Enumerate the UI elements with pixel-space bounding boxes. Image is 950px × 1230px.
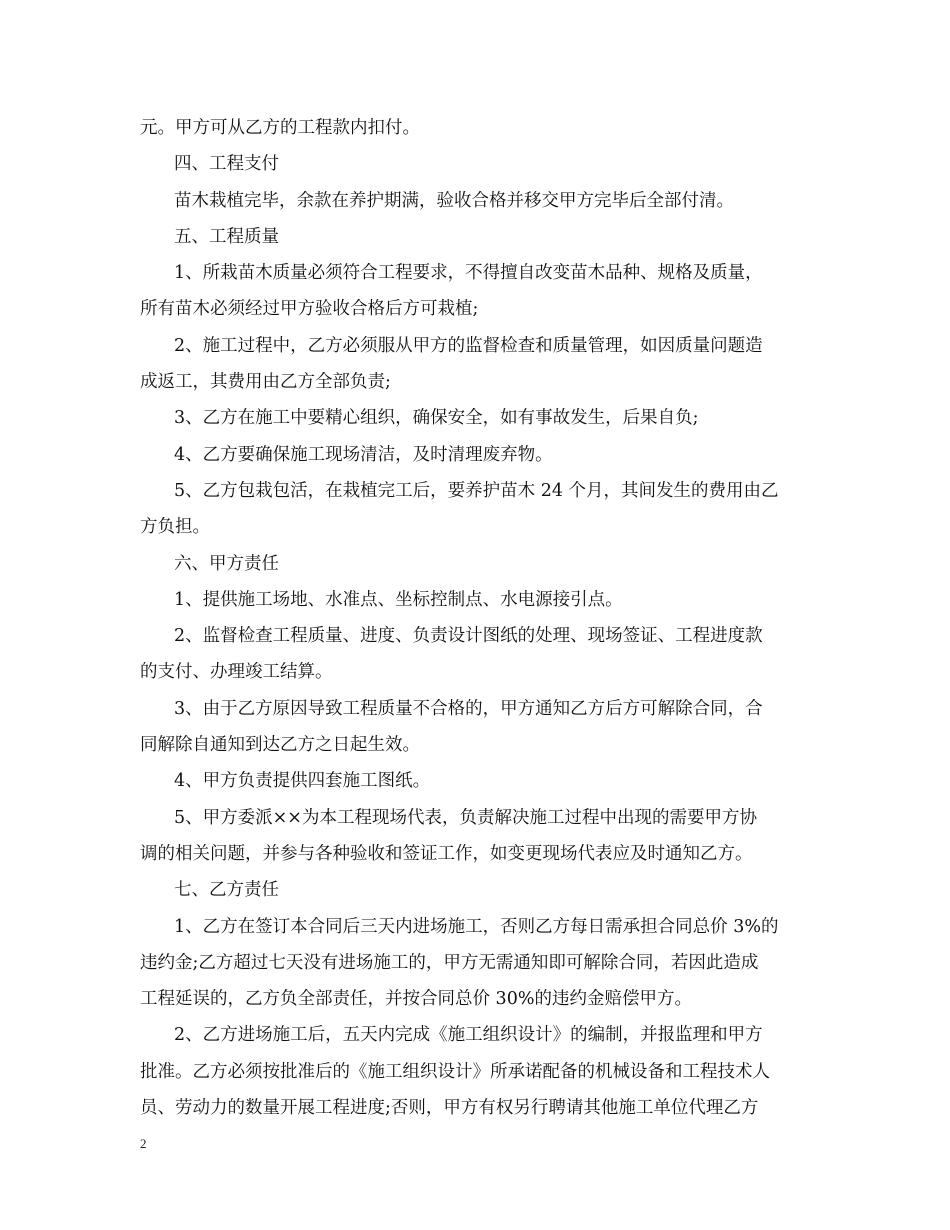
section-heading: 四、工程支付 [174, 154, 279, 175]
text-line: 违约金;乙方超过七天没有进场施工的，甲方无需通知即可解除合同，若因此造成 [140, 952, 759, 973]
text-line: 2、乙方进场施工后，五天内完成《施工组织设计》的编制，并报监理和甲方 [174, 1025, 763, 1046]
text-line: 成返工，其费用由乙方全部负责; [140, 372, 391, 393]
text-line: 元。甲方可从乙方的工程款内扣付。 [140, 118, 420, 138]
section-heading: 七、乙方责任 [174, 880, 279, 901]
text-line: 2、监督检查工程质量、进度、负责设计图纸的处理、现场签证、工程进度款 [174, 626, 763, 647]
section-heading: 六、甲方责任 [174, 553, 279, 574]
text-line: 2、施工过程中，乙方必须服从甲方的监督检查和质量管理，如因质量问题造 [174, 335, 763, 356]
text-line: 5、甲方委派××为本工程现场代表，负责解决施工过程中出现的需要甲方协 [174, 807, 757, 828]
text-line: 苗木栽植完毕，余款在养护期满，验收合格并移交甲方完毕后全部付清。 [174, 190, 734, 211]
text-line: 4、甲方负责提供四套施工图纸。 [174, 771, 431, 792]
text-line: 3、由于乙方原因导致工程质量不合格的，甲方通知乙方后方可解除合同，合 [174, 698, 763, 719]
text-line: 的支付、办理竣工结算。 [140, 662, 333, 683]
page-number: 2 [140, 1136, 147, 1151]
text-line: 1、所栽苗木质量必须符合工程要求，不得擅自改变苗木品种、规格及质量， [174, 263, 763, 284]
text-line: 所有苗木必须经过甲方验收合格后方可栽植; [140, 299, 479, 320]
text-line: 调的相关问题，并参与各种验收和签证工作，如变更现场代表应及时通知乙方。 [140, 843, 753, 864]
section-heading: 五、工程质量 [174, 226, 279, 247]
document-body [140, 110, 820, 1126]
text-line: 同解除自通知到达乙方之日起生效。 [140, 735, 420, 756]
text-line: 工程延误的，乙方负全部责任，并按合同总价 30%的违约金赔偿甲方。 [140, 989, 692, 1010]
text-line: 5、乙方包栽包活，在栽植完工后，要养护苗木 24 个月，其间发生的费用由乙 [174, 480, 779, 501]
text-line: 1、乙方在签订本合同后三天内进场施工，否则乙方每日需承担合同总价 3%的 [174, 916, 779, 937]
text-line: 方负担。 [140, 517, 210, 538]
text-line: 4、乙方要确保施工现场清洁，及时清理废弃物。 [174, 444, 553, 465]
text-line: 3、乙方在施工中要精心组织，确保安全，如有事故发生，后果自负; [174, 408, 699, 429]
text-line: 员、劳动力的数量开展工程进度;否则，甲方有权另行聘请其他施工单位代理乙方 [140, 1098, 759, 1119]
text-line: 批准。乙方必须按批准后的《施工组织设计》所承诺配备的机械设备和工程技术人 [140, 1061, 770, 1082]
text-line: 1、提供施工场地、水准点、坐标控制点、水电源接引点。 [174, 589, 623, 610]
